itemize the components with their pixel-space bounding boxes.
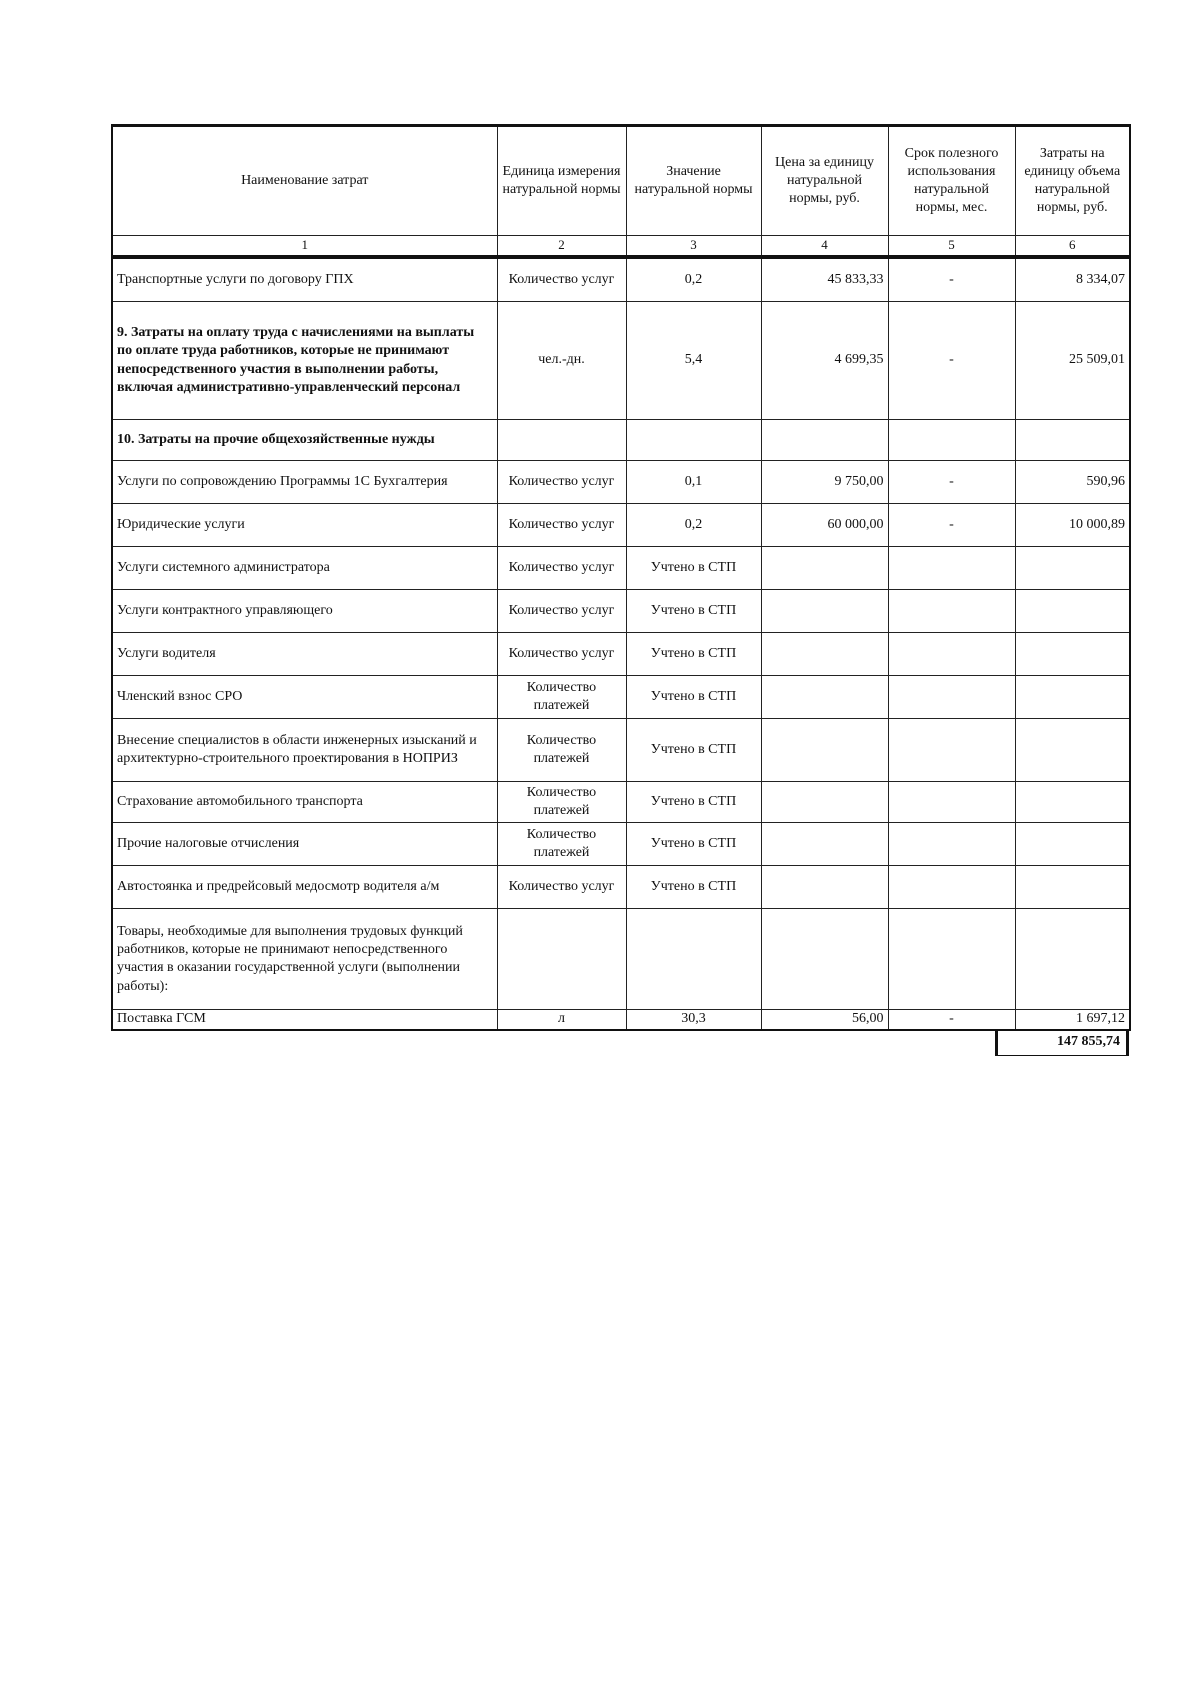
cost-name: Товары, необходимые для выполнения трудовых функций работников, которые не принимают непосредственного участия в оказании государственной услуги (выполнении работы): <box>112 909 497 1010</box>
cost-name: Транспортные услуги по договору ГПХ <box>112 257 497 302</box>
useful-life-cell: - <box>888 302 1015 420</box>
norm-value-cell: Учтено в СТП <box>626 590 761 633</box>
price-cell <box>761 633 888 676</box>
cost-cell <box>1015 719 1130 782</box>
price-cell <box>761 547 888 590</box>
norm-value-cell: Учтено в СТП <box>626 719 761 782</box>
cost-sheet <box>111 124 1129 1049</box>
column-number: 1 <box>112 236 497 258</box>
useful-life-cell: - <box>888 257 1015 302</box>
column-number: 6 <box>1015 236 1130 258</box>
cost-cell: 1 697,12 <box>1015 1010 1130 1030</box>
cost-cell <box>1015 633 1130 676</box>
price-cell: 9 750,00 <box>761 461 888 504</box>
table-row <box>112 782 1130 823</box>
cost-name: Услуги контрактного управляющего <box>112 590 497 633</box>
costs-table <box>111 124 1131 1031</box>
cost-name: Услуги системного администратора <box>112 547 497 590</box>
price-cell <box>761 590 888 633</box>
section-title: 9. Затраты на оплату труда с начислениями на выплаты по оплате труда работников, которые не принимают непосредственного участия в выполнении работы, включая административно-управленческий персонал <box>112 302 497 420</box>
column-number: 5 <box>888 236 1015 258</box>
price-cell: 4 699,35 <box>761 302 888 420</box>
cost-name: Прочие налоговые отчисления <box>112 823 497 866</box>
table-row <box>112 461 1130 504</box>
grand-total: 147 855,74 <box>1057 1033 1120 1049</box>
norm-value-cell: 0,1 <box>626 461 761 504</box>
norm-value-cell: 0,2 <box>626 504 761 547</box>
table-row <box>112 866 1130 909</box>
useful-life-cell <box>888 719 1015 782</box>
header-cost: Затраты на единицу объема натуральной нормы, руб. <box>1015 126 1130 236</box>
table-row <box>112 504 1130 547</box>
price-cell: 56,00 <box>761 1010 888 1030</box>
unit-cell: Количество платежей <box>497 782 626 823</box>
cost-name: Автостоянка и предрейсовый медосмотр водителя а/м <box>112 866 497 909</box>
column-number-row <box>112 236 1130 258</box>
norm-value-cell <box>626 420 761 461</box>
unit-cell <box>497 420 626 461</box>
table-row <box>112 302 1130 420</box>
price-cell <box>761 909 888 1010</box>
norm-value-cell: Учтено в СТП <box>626 633 761 676</box>
cost-cell <box>1015 823 1130 866</box>
norm-value-cell: 0,2 <box>626 257 761 302</box>
price-cell <box>761 719 888 782</box>
table-row <box>112 1010 1130 1030</box>
cost-name: Юридические услуги <box>112 504 497 547</box>
norm-value-cell: Учтено в СТП <box>626 676 761 719</box>
cost-cell <box>1015 676 1130 719</box>
useful-life-cell <box>888 823 1015 866</box>
unit-cell: Количество услуг <box>497 633 626 676</box>
cost-cell <box>1015 547 1130 590</box>
unit-cell: Количество платежей <box>497 823 626 866</box>
norm-value-cell: 5,4 <box>626 302 761 420</box>
useful-life-cell <box>888 547 1015 590</box>
price-cell: 45 833,33 <box>761 257 888 302</box>
unit-cell: Количество услуг <box>497 504 626 547</box>
useful-life-cell <box>888 909 1015 1010</box>
header-unit: Единица измерения натуральной нормы <box>497 126 626 236</box>
header-name: Наименование затрат <box>112 126 497 236</box>
table-row <box>112 257 1130 302</box>
cost-name: Поставка ГСМ <box>112 1010 497 1030</box>
unit-cell <box>497 909 626 1010</box>
price-cell <box>761 676 888 719</box>
header-row <box>112 126 1130 236</box>
unit-cell: Количество платежей <box>497 676 626 719</box>
useful-life-cell <box>888 866 1015 909</box>
table-row <box>112 633 1130 676</box>
cost-name: Услуги водителя <box>112 633 497 676</box>
cost-name: Внесение специалистов в области инженерных изысканий и архитектурно-строительного проектирования в НОПРИЗ <box>112 719 497 782</box>
price-cell <box>761 823 888 866</box>
useful-life-cell: - <box>888 461 1015 504</box>
norm-value-cell: 30,3 <box>626 1010 761 1030</box>
norm-value-cell <box>626 909 761 1010</box>
price-cell: 60 000,00 <box>761 504 888 547</box>
unit-cell: л <box>497 1010 626 1030</box>
cost-cell <box>1015 909 1130 1010</box>
column-number: 2 <box>497 236 626 258</box>
unit-cell: Количество услуг <box>497 461 626 504</box>
cost-cell: 10 000,89 <box>1015 504 1130 547</box>
unit-cell: Количество платежей <box>497 719 626 782</box>
cost-cell <box>1015 782 1130 823</box>
cost-cell <box>1015 420 1130 461</box>
price-cell <box>761 782 888 823</box>
price-cell <box>761 866 888 909</box>
useful-life-cell <box>888 782 1015 823</box>
norm-value-cell: Учтено в СТП <box>626 547 761 590</box>
useful-life-cell <box>888 676 1015 719</box>
cost-cell <box>1015 590 1130 633</box>
useful-life-cell: - <box>888 1010 1015 1030</box>
column-number: 4 <box>761 236 888 258</box>
section-title: 10. Затраты на прочие общехозяйственные нужды <box>112 420 497 461</box>
cost-cell <box>1015 866 1130 909</box>
cost-cell: 8 334,07 <box>1015 257 1130 302</box>
norm-value-cell: Учтено в СТП <box>626 866 761 909</box>
unit-cell: Количество услуг <box>497 866 626 909</box>
table-row <box>112 420 1130 461</box>
useful-life-cell <box>888 633 1015 676</box>
header-value: Значение натуральной нормы <box>626 126 761 236</box>
unit-cell: Количество услуг <box>497 590 626 633</box>
unit-cell: Количество услуг <box>497 257 626 302</box>
cost-name: Услуги по сопровождению Программы 1С Бухгалтерия <box>112 461 497 504</box>
unit-cell: чел.-дн. <box>497 302 626 420</box>
table-row <box>112 676 1130 719</box>
column-number: 3 <box>626 236 761 258</box>
norm-value-cell: Учтено в СТП <box>626 823 761 866</box>
cost-cell: 25 509,01 <box>1015 302 1130 420</box>
useful-life-cell <box>888 420 1015 461</box>
useful-life-cell <box>888 590 1015 633</box>
total-box <box>995 1031 1129 1056</box>
table-row <box>112 547 1130 590</box>
price-cell <box>761 420 888 461</box>
useful-life-cell: - <box>888 504 1015 547</box>
table-row <box>112 909 1130 1010</box>
cost-cell: 590,96 <box>1015 461 1130 504</box>
header-price: Цена за единицу натуральной нормы, руб. <box>761 126 888 236</box>
unit-cell: Количество услуг <box>497 547 626 590</box>
cost-name: Членский взнос СРО <box>112 676 497 719</box>
table-row <box>112 719 1130 782</box>
table-row <box>112 823 1130 866</box>
header-useful-life: Срок полезного использования натуральной нормы, мес. <box>888 126 1015 236</box>
table-row <box>112 590 1130 633</box>
cost-name: Страхование автомобильного транспорта <box>112 782 497 823</box>
norm-value-cell: Учтено в СТП <box>626 782 761 823</box>
